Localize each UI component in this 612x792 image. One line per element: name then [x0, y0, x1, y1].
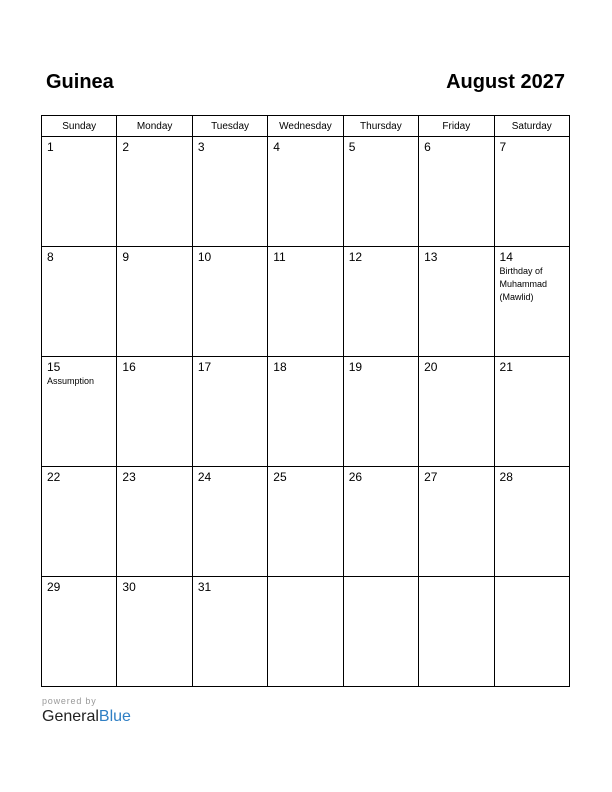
day-number: 12	[348, 250, 363, 264]
day-cell	[419, 467, 494, 577]
day-cell	[268, 577, 343, 687]
day-cell	[42, 357, 117, 467]
day-cell	[192, 577, 267, 687]
weekday-header-row	[42, 116, 570, 137]
day-number: 28	[499, 470, 513, 484]
day-cell	[419, 137, 494, 247]
day-cell	[192, 467, 267, 577]
week-row	[42, 137, 570, 247]
day-number: 30	[122, 580, 136, 594]
weekday-wednesday: Wednesday	[268, 116, 343, 137]
day-number: 26	[348, 470, 363, 484]
brand-name-blue: Blue	[98, 708, 131, 725]
day-number: 13	[424, 250, 438, 264]
calendar-grid	[41, 115, 570, 687]
day-cell	[42, 247, 117, 357]
day-number: 27	[424, 470, 438, 484]
day-number: 14	[499, 250, 513, 264]
day-cell	[42, 467, 117, 577]
weekday-saturday: Saturday	[494, 116, 569, 137]
day-number: 4	[273, 140, 280, 154]
day-number: 1	[47, 140, 54, 154]
day-number: 24	[197, 470, 212, 484]
powered-by-text: powered by	[42, 696, 97, 706]
day-number: 19	[348, 360, 363, 374]
day-cell	[117, 247, 192, 357]
weekday-friday: Friday	[419, 116, 494, 137]
day-cell	[117, 357, 192, 467]
day-cell	[494, 357, 569, 467]
day-cell	[343, 467, 418, 577]
day-number: 5	[348, 140, 356, 154]
week-row	[42, 577, 570, 687]
day-number: 20	[424, 360, 438, 374]
weekday-sunday: Sunday	[42, 116, 117, 137]
holiday-label: Assumption	[47, 376, 95, 386]
day-cell	[494, 577, 569, 687]
day-number: 17	[197, 360, 212, 374]
day-cell	[494, 247, 569, 357]
day-number: 22	[47, 470, 61, 484]
day-number: 29	[47, 580, 61, 594]
day-number: 18	[273, 360, 287, 374]
week-row	[42, 357, 570, 467]
day-cell	[268, 137, 343, 247]
holiday-label: Birthday of Muhammad (Mawlid)	[499, 266, 548, 302]
day-cell	[419, 577, 494, 687]
day-cell	[343, 247, 418, 357]
brand-logo	[42, 708, 131, 726]
day-cell	[494, 467, 569, 577]
weekday-monday: Monday	[117, 116, 192, 137]
day-cell	[419, 247, 494, 357]
day-cell	[268, 357, 343, 467]
day-number: 3	[197, 140, 205, 154]
day-cell	[42, 137, 117, 247]
day-cell	[343, 137, 418, 247]
day-cell	[42, 577, 117, 687]
day-cell	[192, 357, 267, 467]
day-cell	[117, 137, 192, 247]
day-number: 16	[122, 360, 136, 374]
day-cell	[494, 137, 569, 247]
day-cell	[192, 137, 267, 247]
day-number: 21	[499, 360, 513, 374]
day-number: 15	[47, 360, 61, 374]
day-number: 8	[47, 250, 54, 264]
day-cell	[268, 247, 343, 357]
week-row	[42, 467, 570, 577]
brand-name-general: General	[42, 708, 99, 725]
day-cell	[268, 467, 343, 577]
day-number: 10	[197, 250, 212, 264]
country-title: Guinea	[46, 71, 114, 93]
month-title: August 2027	[446, 71, 565, 93]
day-cell	[343, 357, 418, 467]
day-number: 2	[122, 140, 130, 154]
weekday-thursday: Thursday	[343, 116, 418, 137]
day-number: 6	[424, 140, 431, 154]
day-cell	[343, 577, 418, 687]
day-number: 23	[122, 470, 136, 484]
footer-branding	[42, 696, 131, 726]
day-cell	[192, 247, 267, 357]
day-cell	[117, 467, 192, 577]
day-cell	[117, 577, 192, 687]
week-row	[42, 247, 570, 357]
day-number: 7	[499, 140, 507, 154]
day-number: 25	[273, 470, 287, 484]
day-number: 31	[197, 580, 212, 594]
weekday-tuesday: Tuesday	[192, 116, 267, 137]
day-number: 9	[122, 250, 130, 264]
day-number: 11	[273, 250, 286, 264]
day-cell	[419, 357, 494, 467]
